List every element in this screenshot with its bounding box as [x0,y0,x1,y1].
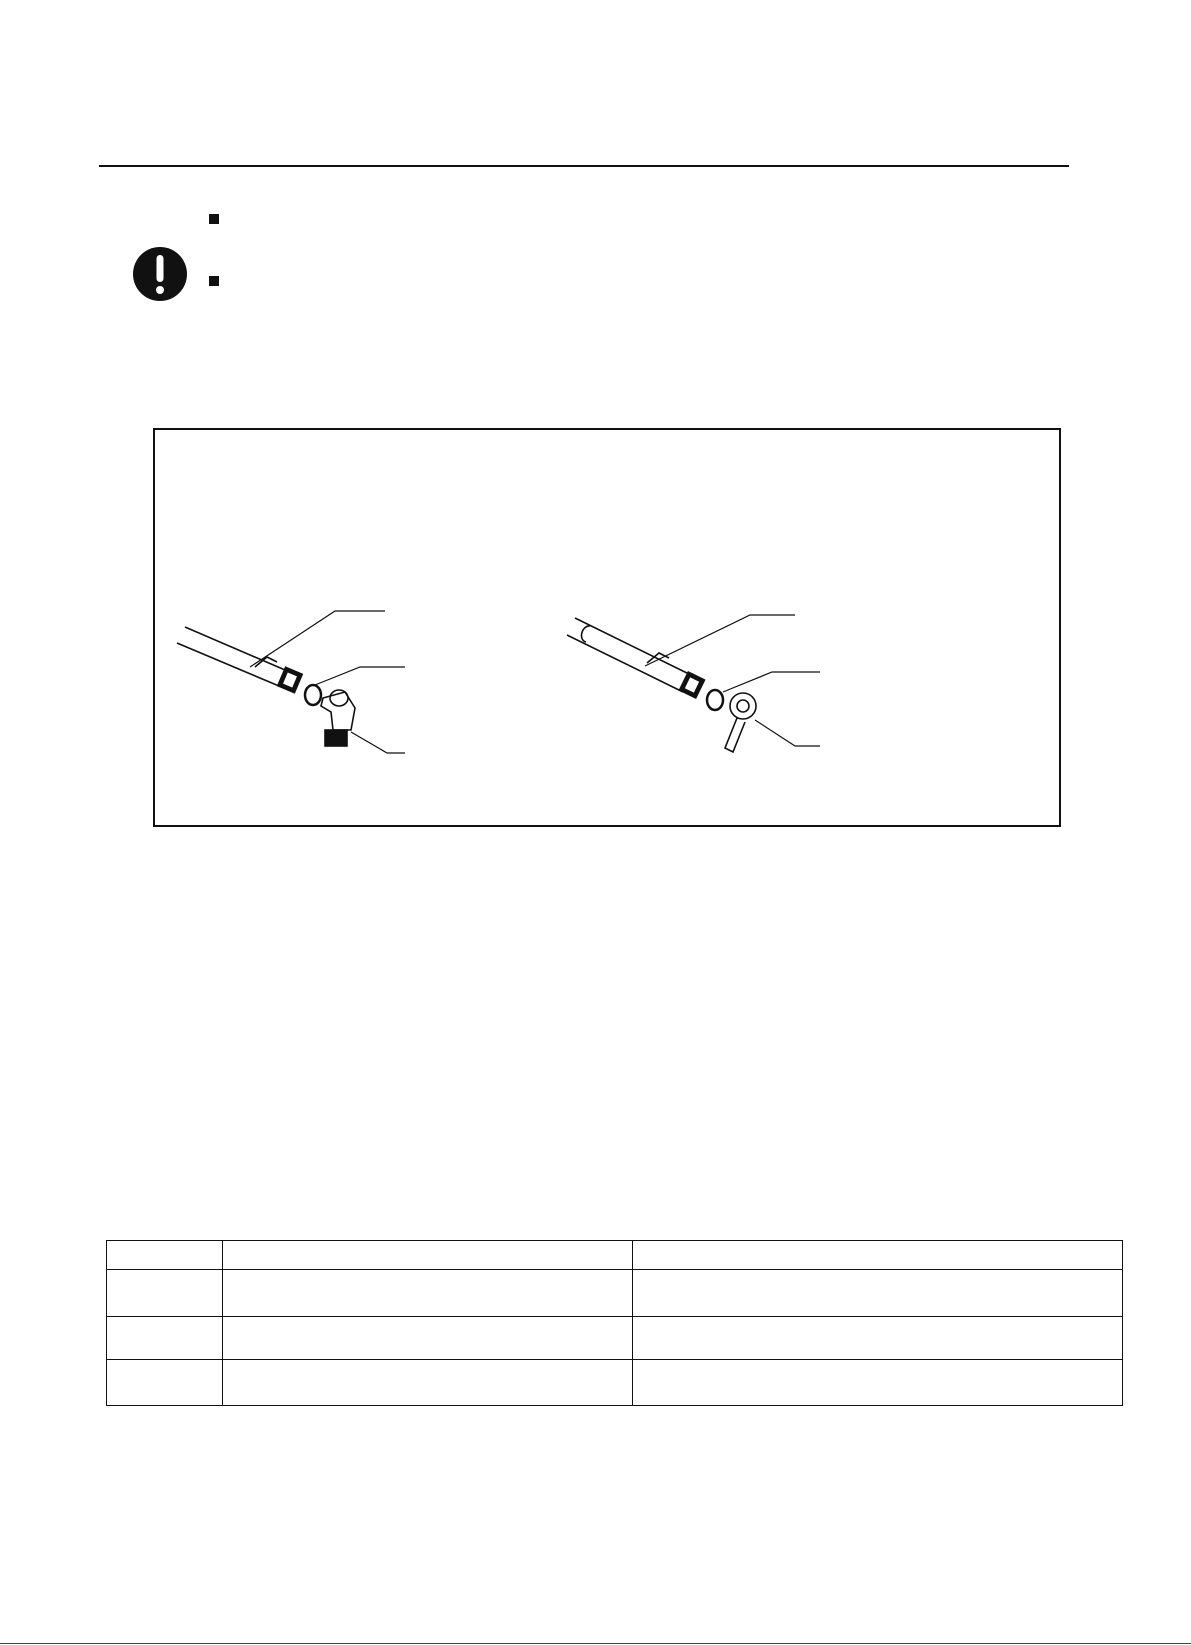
table-cell [223,1241,633,1270]
table-cell [107,1360,223,1406]
right-hose-assembly [567,615,820,752]
table-cell [633,1317,1123,1360]
table-cell [223,1270,633,1317]
table-row [107,1317,1123,1360]
pipe-connection-figure [153,428,1061,827]
table-cell [107,1241,223,1270]
exclamation-circle-icon [132,246,188,302]
spec-table [106,1240,1123,1406]
table-cell [633,1241,1123,1270]
square-bullet-icon [209,276,219,286]
table-row [107,1360,1123,1406]
left-hose-assembly [177,611,405,753]
table-row [107,1241,1123,1270]
table-cell [633,1360,1123,1406]
top-rule [99,165,1069,167]
table-cell [107,1317,223,1360]
table-cell [223,1317,633,1360]
table-cell [633,1270,1123,1317]
table-row [107,1270,1123,1317]
page-bottom-edge [0,1643,1191,1644]
square-bullet-icon [209,214,219,224]
table-cell [223,1360,633,1406]
table-cell [107,1270,223,1317]
